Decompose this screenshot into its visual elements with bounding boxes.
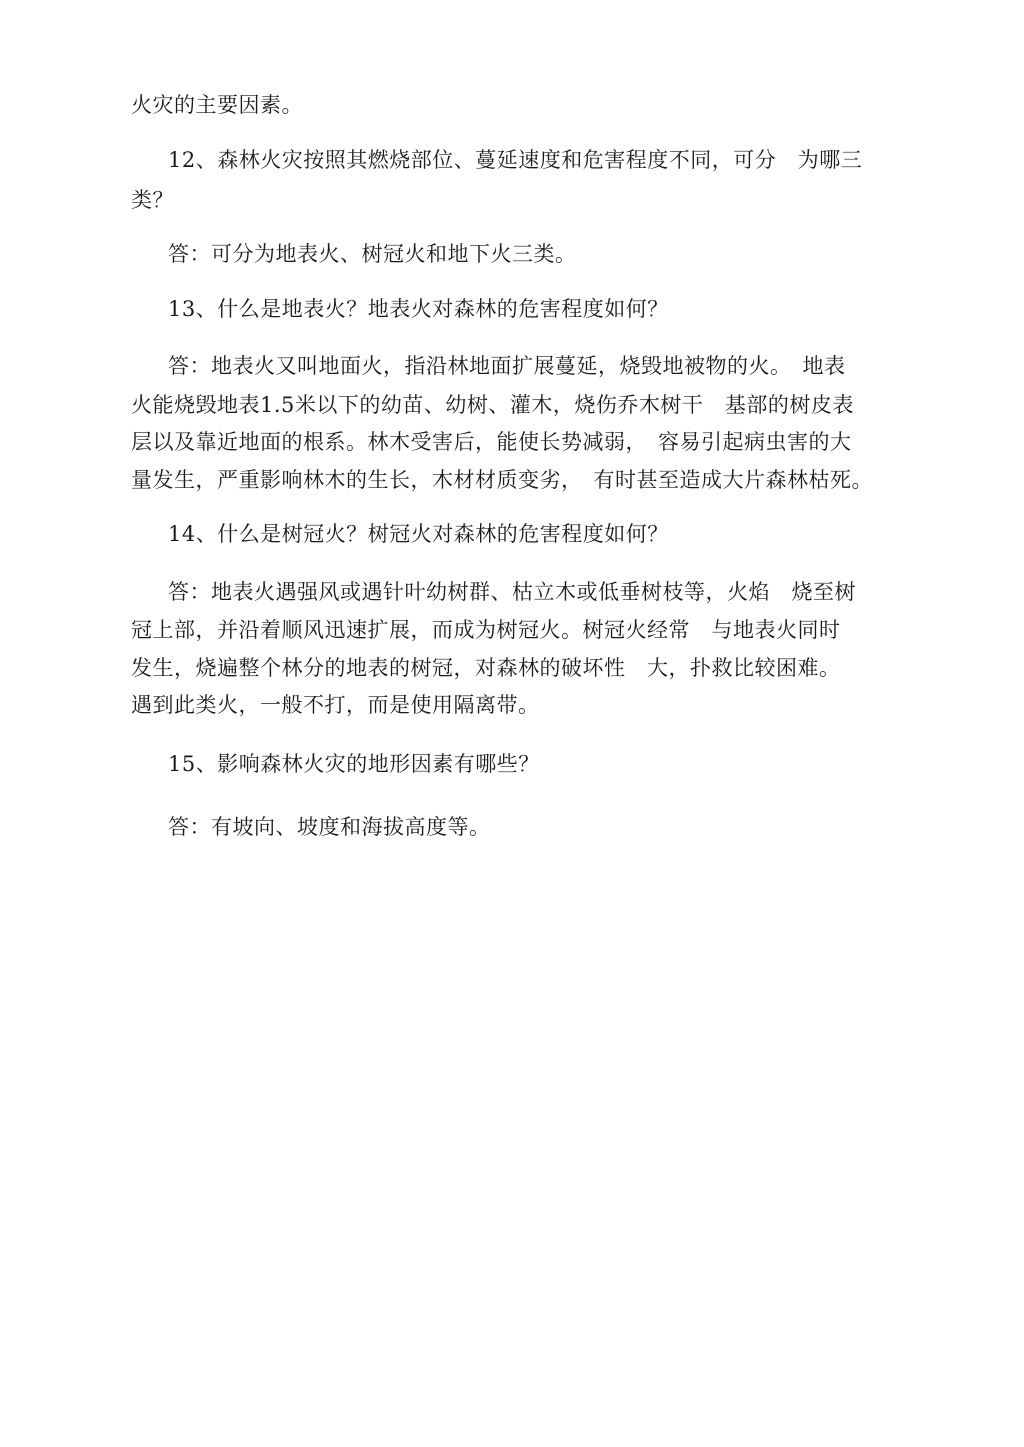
question-12-line-2: 类？ — [131, 188, 174, 212]
answer-14-line-1: 答：地表火遇强风或遇针叶幼树群、枯立木或低垂树枝等，火焰 烧至树 — [168, 580, 856, 604]
answer-15: 答：有坡向、坡度和海拔高度等。 — [168, 815, 491, 839]
text-line: 火灾的主要因素。 — [131, 93, 303, 117]
question-15: 15、影响森林火灾的地形因素有哪些？ — [168, 752, 540, 776]
answer-14-line-2: 冠上部，并沿着顺风迅速扩展，而成为树冠火。树冠火经常 与地表火同时 — [131, 618, 841, 642]
answer-14-line-3: 发生，烧遍整个林分的地表的树冠，对森林的破坏性 大，扑救比较困难。 — [131, 656, 841, 680]
question-13: 13、什么是地表火？地表火对森林的危害程度如何？ — [168, 297, 669, 321]
answer-13-line-2: 火能烧毁地表1.5米以下的幼苗、幼树、灌木，烧伤乔木树干 基部的树皮表 — [131, 393, 854, 417]
question-14: 14、什么是树冠火？树冠火对森林的危害程度如何？ — [168, 522, 669, 546]
answer-13-line-1: 答：地表火又叫地面火，指沿林地面扩展蔓延，烧毁地被物的火。 地表 — [168, 354, 846, 378]
answer-12: 答：可分为地表火、树冠火和地下火三类。 — [168, 242, 577, 266]
answer-14-line-4: 遇到此类火，一般不打，而是使用隔离带。 — [131, 693, 540, 717]
question-12-line-1: 12、森林火灾按照其燃烧部位、蔓延速度和危害程度不同，可分 为哪三 — [168, 148, 863, 172]
answer-13-line-3: 层以及靠近地面的根系。林木受害后，能使长势减弱， 容易引起病虫害的大 — [131, 430, 852, 454]
answer-13-line-4: 量发生，严重影响林木的生长，木材材质变劣， 有时甚至造成大片森林枯死。 — [131, 468, 873, 492]
